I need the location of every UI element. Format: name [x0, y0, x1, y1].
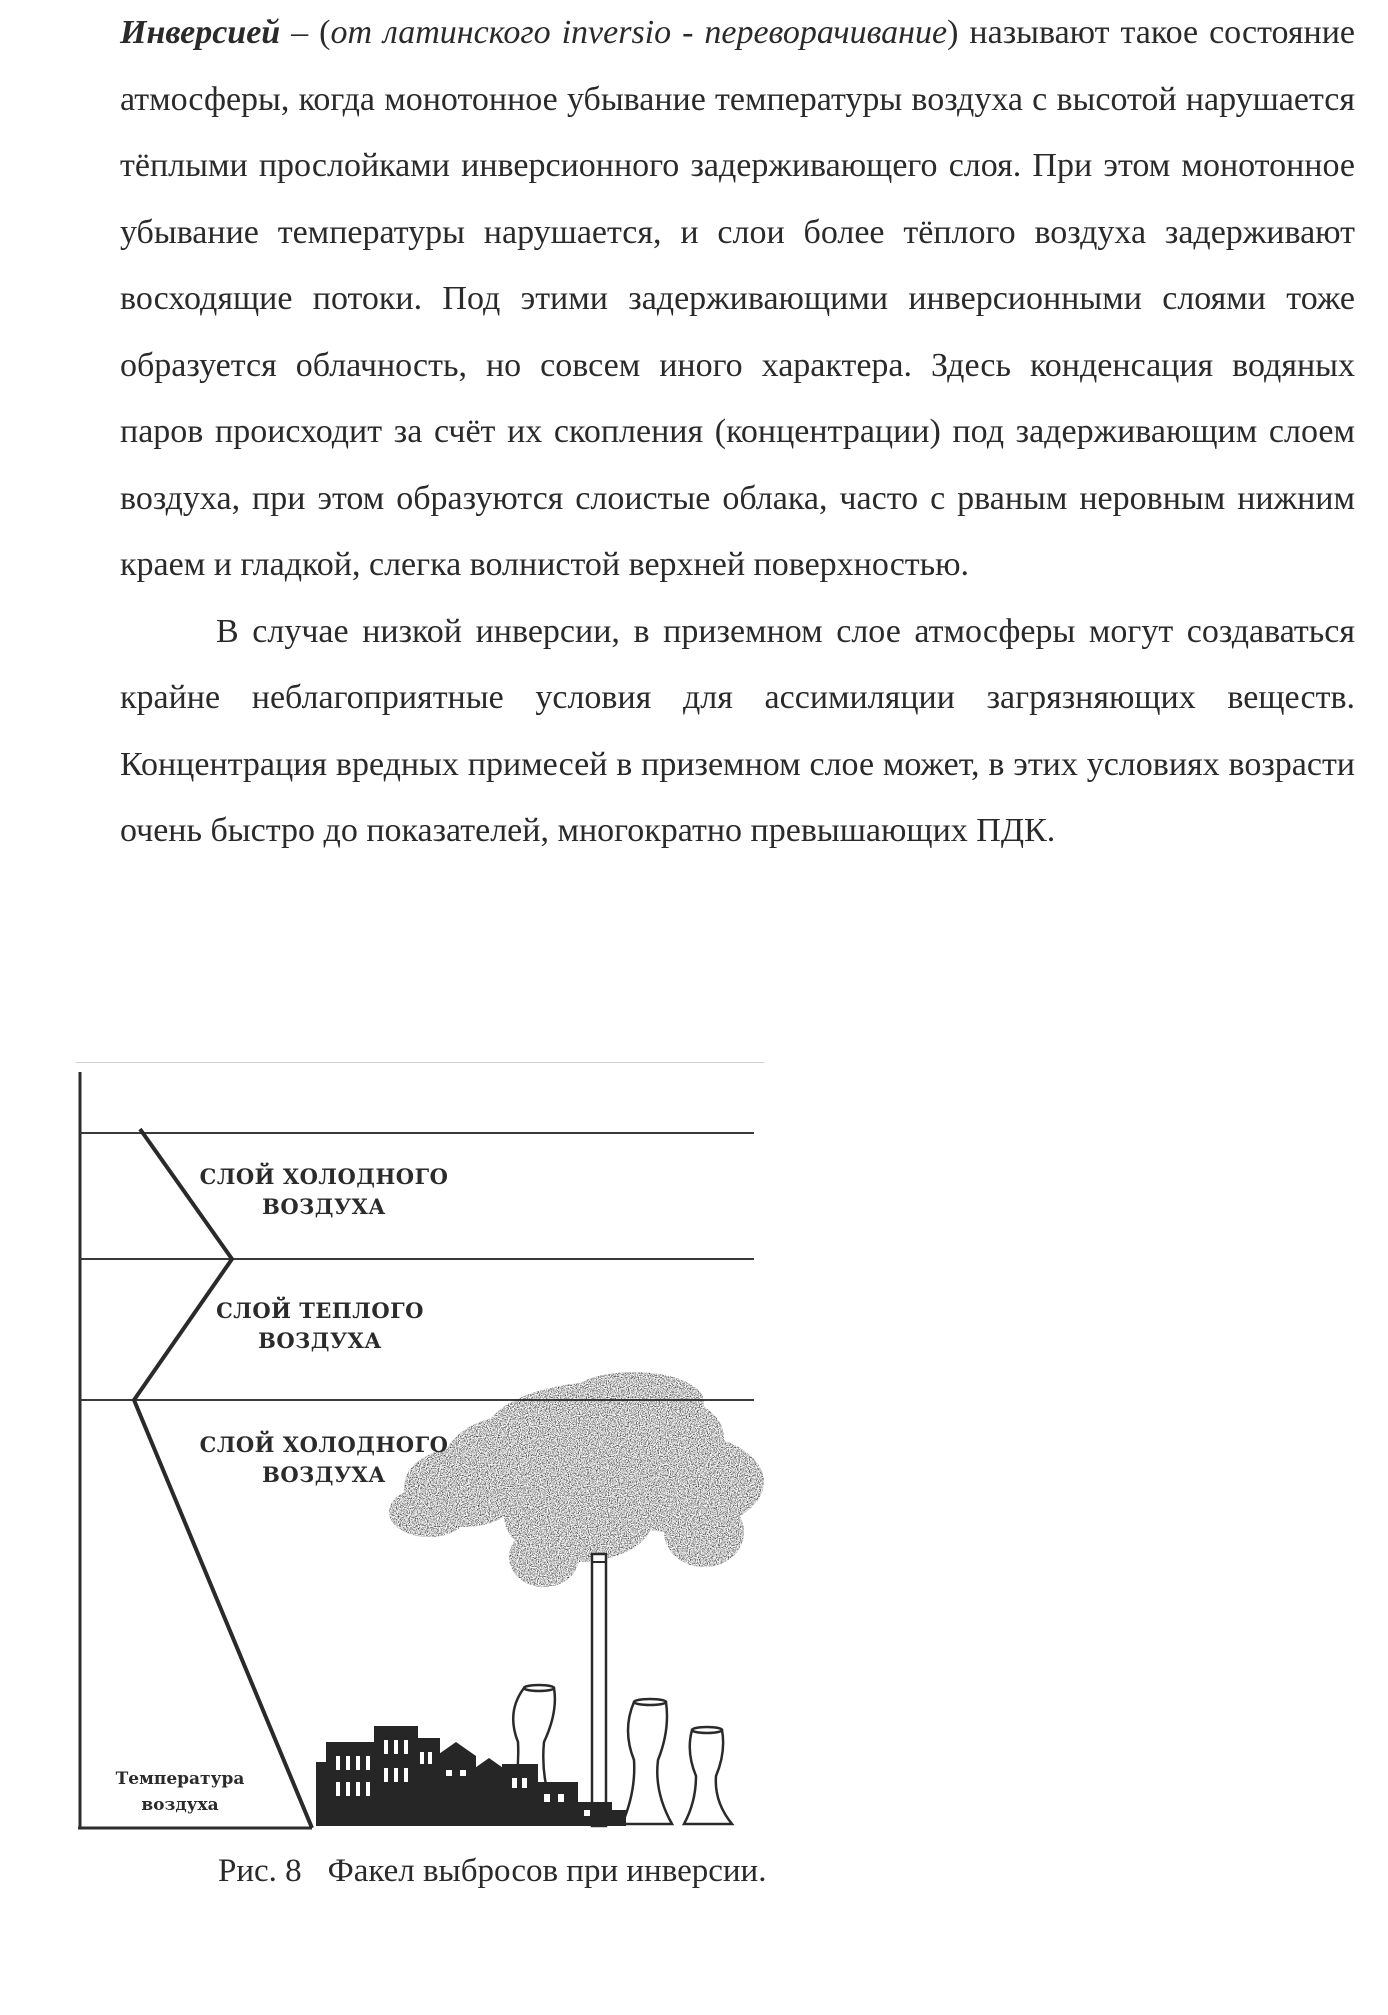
- axis-label-temperature: Температура воздуха: [115, 1769, 245, 1815]
- figure-caption-text: Факел выбросов при инверсии.: [327, 1853, 767, 1889]
- smokestack-icon: [592, 1554, 606, 1826]
- label-cold-air-bottom: СЛОЙ ХОЛОДНОГО ВОЗДУХА: [199, 1432, 449, 1487]
- inversion-figure: [74, 1062, 794, 1842]
- body-text: [120, 0, 1355, 865]
- label-cold-air-top: СЛОЙ ХОЛОДНОГО ВОЗДУХА: [199, 1164, 449, 1219]
- factory-icon: [316, 1726, 626, 1826]
- figure-number: Рис. 8: [218, 1853, 302, 1889]
- label-warm-air: СЛОЙ ТЕПЛОГО ВОЗДУХА: [216, 1298, 424, 1353]
- term-inversion: Инверсией: [120, 14, 281, 51]
- paragraph-low-inversion: В случае низкой инверсии, в приземном слое атмосферы могут создаваться крайне неблагоприятные условия для ассимиляции загрязняющих веществ. Концентрация вредных примесей в приземном слое может, в этих условиях возрасти очень быстро до показателей, многократно превышающих ПДК.: [120, 612, 1355, 849]
- paragraph-inversion-definition: [120, 0, 1355, 599]
- figure-caption: [218, 1849, 766, 1893]
- definition-text: ) называют такое состояние атмосферы, когда монотонное убывание температуры воздуха с высотой нарушается тёплыми прослойками инверсионного задерживающего слоя. При этом монотонное убывание температуры нарушается, и слои более тёплого воздуха задерживают восходящие потоки. Под этими задерживающими инверсионными слоями тоже образуется облачность, но совсем иного характера. Здесь конденсация водяных паров происходит за счёт их скопления (концентрации) под задерживающим слоем воздуха, при этом образуются слоистые облака, часто с рваным неровным нижним краем и гладкой, слегка волнистой верхней поверхностью.: [120, 14, 1355, 583]
- etymology: от латинского inversio - переворачивание: [330, 14, 948, 51]
- definition-dash: – (: [280, 14, 331, 51]
